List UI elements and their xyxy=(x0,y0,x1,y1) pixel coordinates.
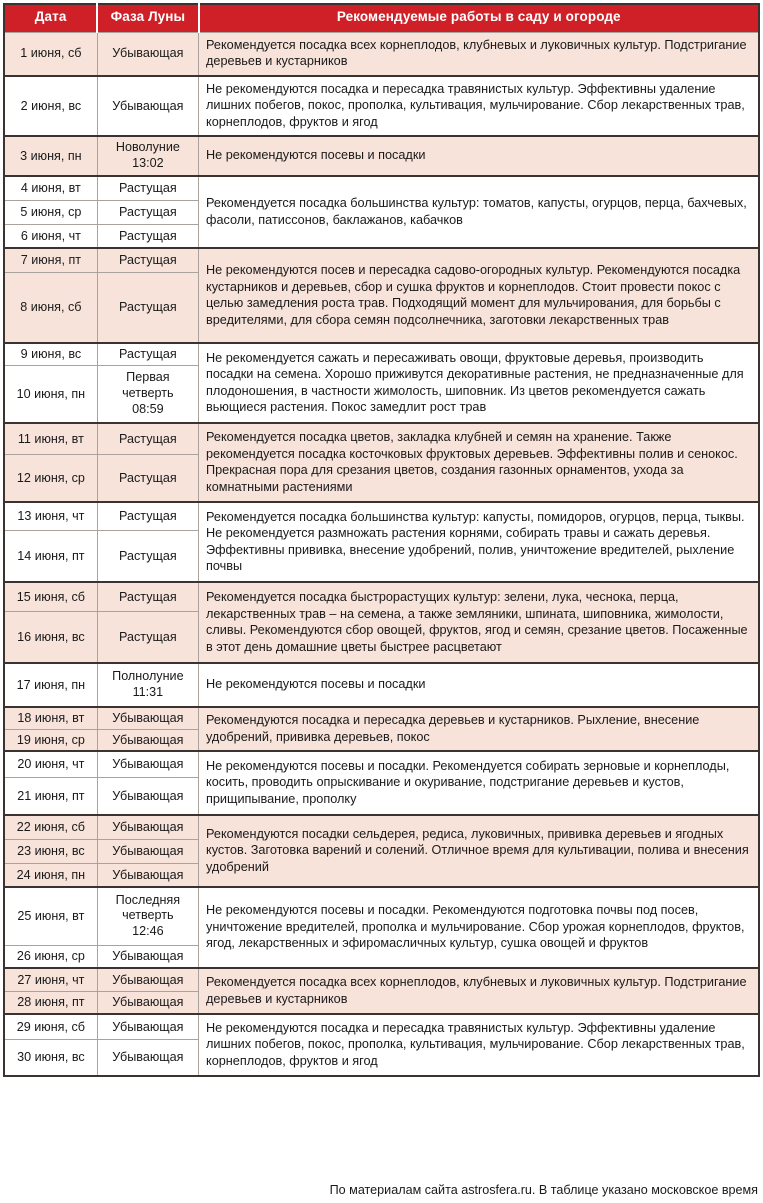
cell-recommended-works: Рекомендуется посадка всех корнеплодов, клубневых и луковичных культур. Подстригание деревьев и кустарников xyxy=(199,32,760,76)
cell-recommended-works: Рекомендуются посадки сельдерея, редиса, луковичных, прививка деревьев и ягодных кустов. Заготовка варений и солений. Отличное время для культивации, полива и внесения удобрений xyxy=(199,815,760,887)
table-row xyxy=(4,815,759,839)
cell-date: 16 июня, вс xyxy=(4,611,97,663)
cell-date: 7 июня, пт xyxy=(4,248,97,272)
source-note: По материалам сайта astrosfera.ru. В таблице указано московское время xyxy=(329,1183,758,1197)
cell-date: 25 июня, вт xyxy=(4,887,97,945)
cell-moon-phase: Первая четверть 08:59 xyxy=(97,365,198,423)
cell-date: 27 июня, чт xyxy=(4,968,97,991)
table-row xyxy=(4,968,759,991)
table-row xyxy=(4,76,759,137)
cell-moon-phase: Убывающая xyxy=(97,777,198,815)
cell-recommended-works: Рекомендуются посадка и пересадка деревьев и кустарников. Рыхление, внесение удобрений, прививка деревьев, покос xyxy=(199,707,760,751)
cell-moon-phase: Убывающая xyxy=(97,968,198,991)
cell-moon-phase: Растущая xyxy=(97,176,198,200)
cell-recommended-works: Рекомендуется посадка большинства культур: капусты, помидоров, огурцов, перца, тыквы. Не рекомендуется размножать растения корнями, собирать травы и сажать деревья. Эффективны прививка, внесение удобрений, полив, уничтожение вредителей, рыхление почвы xyxy=(199,502,760,582)
cell-date: 22 июня, сб xyxy=(4,815,97,839)
table-row xyxy=(4,32,759,76)
cell-date: 28 июня, пт xyxy=(4,991,97,1014)
cell-moon-phase: Полнолуние 11:31 xyxy=(97,663,198,707)
cell-moon-phase: Новолуние 13:02 xyxy=(97,136,198,176)
cell-date: 26 июня, ср xyxy=(4,945,97,968)
column-header-recommended-works: Рекомендуемые работы в саду и огороде xyxy=(199,4,760,32)
cell-date: 11 июня, вт xyxy=(4,423,97,454)
cell-date: 3 июня, пн xyxy=(4,136,97,176)
header-row xyxy=(4,4,759,32)
table-row xyxy=(4,663,759,707)
cell-moon-phase: Убывающая xyxy=(97,945,198,968)
cell-date: 10 июня, пн xyxy=(4,365,97,423)
cell-recommended-works: Не рекомендуется сажать и пересаживать овощи, фруктовые деревья, производить посадки на семена. Хорошо приживутся декоративные растения, не предназначенные для плодоношения, в частности жимолость, шиповник. Из цветов рекомендуется сажать вьющиеся растения. Покос замедлит рост трав xyxy=(199,343,760,423)
cell-moon-phase: Растущая xyxy=(97,423,198,454)
cell-date: 20 июня, чт xyxy=(4,751,97,777)
cell-moon-phase: Убывающая xyxy=(97,32,198,76)
table-row xyxy=(4,136,759,176)
cell-moon-phase: Растущая xyxy=(97,272,198,343)
cell-date: 18 июня, вт xyxy=(4,707,97,729)
cell-moon-phase: Убывающая xyxy=(97,729,198,751)
table-row xyxy=(4,248,759,272)
cell-moon-phase: Растущая xyxy=(97,343,198,365)
cell-moon-phase: Растущая xyxy=(97,530,198,582)
cell-recommended-works: Не рекомендуются посевы и посадки. Рекомендуются подготовка почвы под посев, уничтожение вредителей, прополка и мульчирование. Сбор урожая корнеплодов, фруктов, ягод, лекарственных и эфиромасличных культур, сушка овощей и фруктов xyxy=(199,887,760,968)
cell-date: 15 июня, сб xyxy=(4,582,97,611)
cell-moon-phase: Растущая xyxy=(97,200,198,224)
cell-recommended-works: Рекомендуется посадка быстрорастущих культур: зелени, лука, чеснока, перца, лекарственных трав – на семена, а также земляники, шпината, шиповника, жимолости, сливы. Рекомендуются сбор овощей, фруктов, ягод и семян, срезание цветов. Посаженные в этот день домашние цветы быстрее расцветают xyxy=(199,582,760,663)
cell-date: 14 июня, пт xyxy=(4,530,97,582)
cell-moon-phase: Убывающая xyxy=(97,863,198,887)
table-row xyxy=(4,582,759,611)
table-header xyxy=(4,4,759,32)
cell-recommended-works: Не рекомендуются посадка и пересадка травянистых культур. Эффективны удаление лишних побегов, покос, прополка, культивация, мульчирование. Сбор лекарственных трав, корнеплодов, фруктов и ягод xyxy=(199,76,760,137)
cell-date: 5 июня, ср xyxy=(4,200,97,224)
cell-moon-phase: Убывающая xyxy=(97,1039,198,1076)
cell-recommended-works: Не рекомендуются посевы и посадки xyxy=(199,136,760,176)
cell-moon-phase: Убывающая xyxy=(97,815,198,839)
cell-date: 6 июня, чт xyxy=(4,224,97,248)
table-body xyxy=(4,32,759,1076)
cell-moon-phase: Растущая xyxy=(97,582,198,611)
cell-date: 19 июня, ср xyxy=(4,729,97,751)
cell-moon-phase: Растущая xyxy=(97,224,198,248)
cell-moon-phase: Последняя четверть 12:46 xyxy=(97,887,198,945)
cell-recommended-works: Рекомендуется посадка большинства культур: томатов, капусты, огурцов, перца, бахчевых, фасоли, патиссонов, баклажанов, кабачков xyxy=(199,176,760,248)
table-row xyxy=(4,751,759,777)
table-row xyxy=(4,343,759,365)
table-row xyxy=(4,502,759,530)
cell-moon-phase: Убывающая xyxy=(97,839,198,863)
table-row xyxy=(4,423,759,454)
cell-date: 21 июня, пт xyxy=(4,777,97,815)
cell-date: 9 июня, вс xyxy=(4,343,97,365)
cell-recommended-works: Не рекомендуются посевы и посадки. Рекомендуется собирать зерновые и корнеплоды, косить, проводить опрыскивание и окуривание, подстригание деревьев и кустов, прищипывание, прополку xyxy=(199,751,760,815)
cell-recommended-works: Не рекомендуются посевы и посадки xyxy=(199,663,760,707)
cell-date: 23 июня, вс xyxy=(4,839,97,863)
cell-moon-phase: Убывающая xyxy=(97,751,198,777)
cell-date: 1 июня, сб xyxy=(4,32,97,76)
table-row xyxy=(4,1014,759,1039)
cell-moon-phase: Убывающая xyxy=(97,1014,198,1039)
cell-moon-phase: Убывающая xyxy=(97,76,198,137)
table-row xyxy=(4,707,759,729)
cell-recommended-works: Рекомендуется посадка цветов, закладка клубней и семян на хранение. Также рекомендуется посадка косточковых фруктовых деревьев. Эффективны полив и сенокос. Прекрасная пора для срезания цветов, создания газонных орнаментов, ухода за комнатными растениями xyxy=(199,423,760,502)
cell-date: 24 июня, пн xyxy=(4,863,97,887)
cell-date: 12 июня, ср xyxy=(4,454,97,502)
column-header-date: Дата xyxy=(4,4,97,32)
cell-moon-phase: Убывающая xyxy=(97,707,198,729)
table-row xyxy=(4,176,759,200)
cell-date: 30 июня, вс xyxy=(4,1039,97,1076)
cell-moon-phase: Растущая xyxy=(97,454,198,502)
cell-recommended-works: Не рекомендуются посев и пересадка садово-огородных культур. Рекомендуются посадка кустарников и деревьев, сбор и сушка фруктов и корнеплодов. Стоит провести покос с целью замедления роста трав. Подходящий момент для мульчирования, для борьбы с вредителями, для сбора семян подсолнечника, заготовки лекарственных трав xyxy=(199,248,760,343)
cell-moon-phase: Растущая xyxy=(97,248,198,272)
cell-date: 17 июня, пн xyxy=(4,663,97,707)
cell-date: 2 июня, вс xyxy=(4,76,97,137)
cell-recommended-works: Рекомендуется посадка всех корнеплодов, клубневых и луковичных культур. Подстригание деревьев и кустарников xyxy=(199,968,760,1014)
cell-date: 29 июня, сб xyxy=(4,1014,97,1039)
cell-date: 4 июня, вт xyxy=(4,176,97,200)
lunar-calendar-table xyxy=(3,3,760,1077)
cell-date: 13 июня, чт xyxy=(4,502,97,530)
cell-recommended-works: Не рекомендуются посадка и пересадка травянистых культур. Эффективны удаление лишних побегов, покос, прополка, культивация, мульчирование. Сбор лекарственных трав, корнеплодов, фруктов и ягод xyxy=(199,1014,760,1076)
cell-moon-phase: Растущая xyxy=(97,611,198,663)
cell-moon-phase: Растущая xyxy=(97,502,198,530)
table-row xyxy=(4,887,759,945)
lunar-calendar-page xyxy=(0,3,763,1203)
cell-date: 8 июня, сб xyxy=(4,272,97,343)
cell-moon-phase: Убывающая xyxy=(97,991,198,1014)
column-header-moon-phase: Фаза Луны xyxy=(97,4,198,32)
